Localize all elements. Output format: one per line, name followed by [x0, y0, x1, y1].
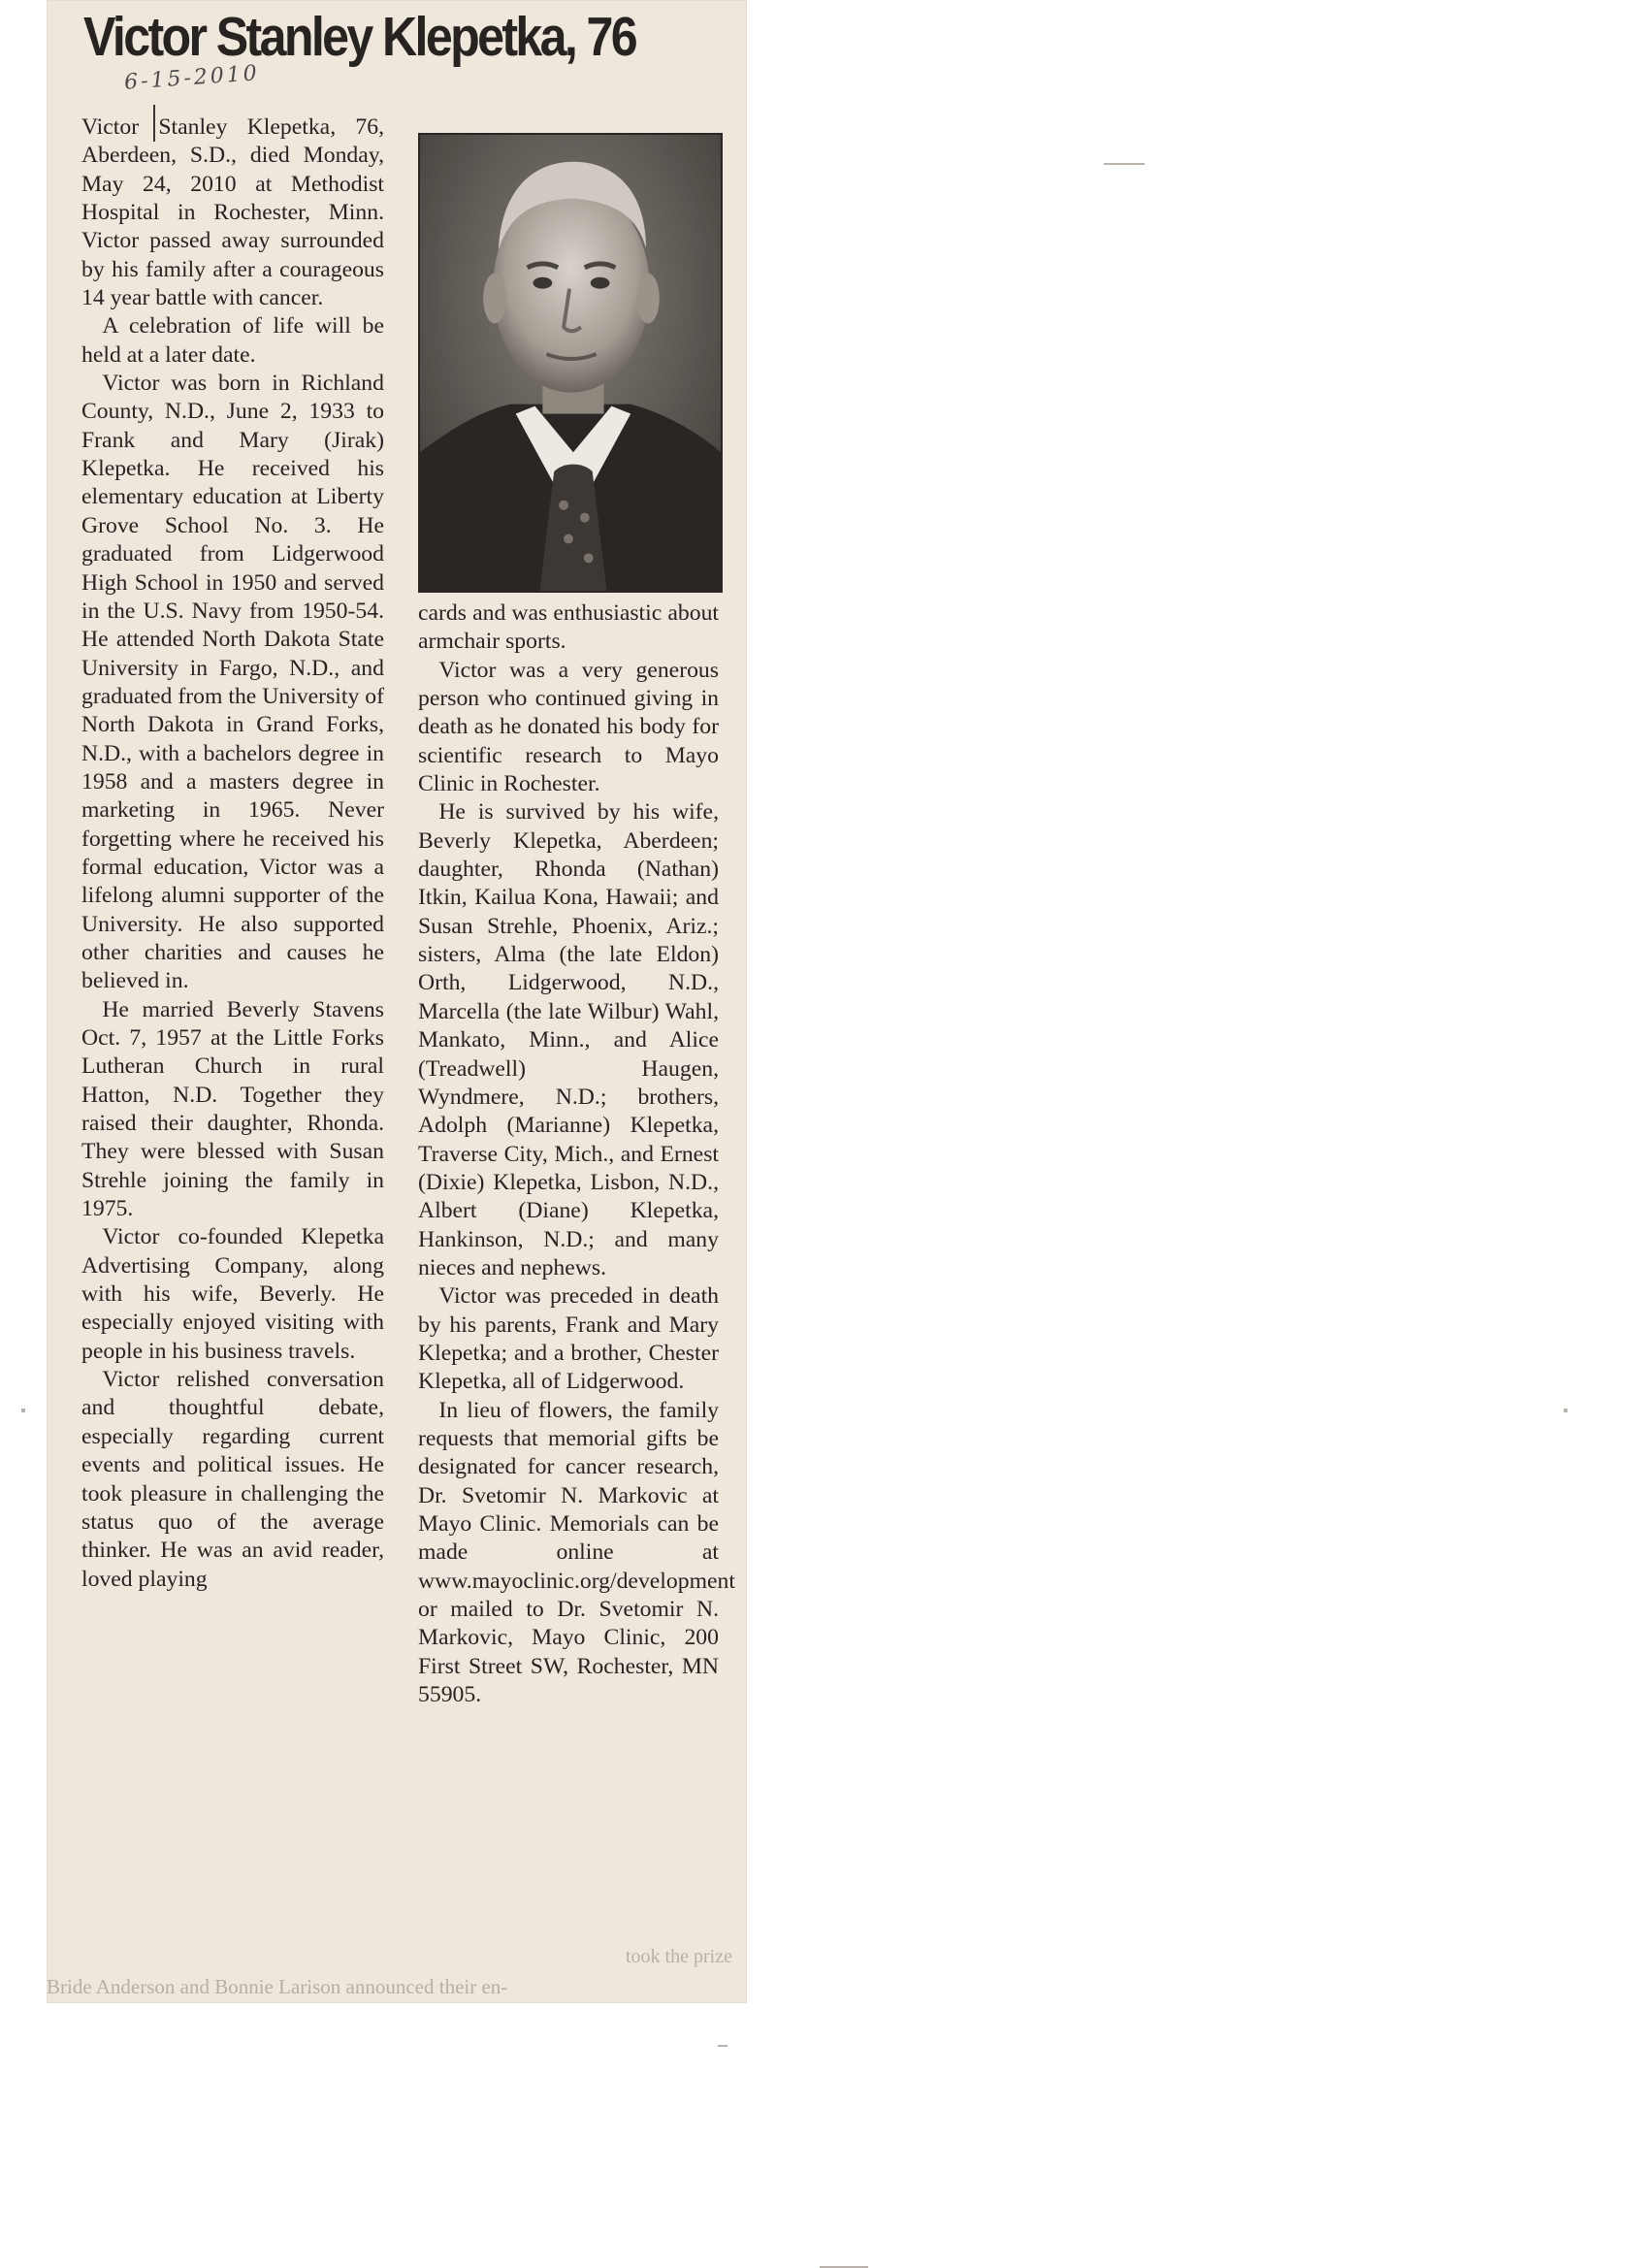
paragraph-death-notice: Victor Stanley Klepetka, 76, Aberdeen, S.D., died Monday, May 24, 2010 at Methodist Hospital in Rochester, Minn. Victor passed away surrounded by his family after a courageous 14 year battle with cancer.: [81, 114, 384, 311]
paragraph-celebration: A celebration of life will be held at a later date.: [81, 313, 384, 368]
paragraph-continued-interests: cards and was enthusiastic about armchair sports.: [418, 600, 719, 655]
scan-speck: [21, 1409, 25, 1412]
obituary-headline: Victor Stanley Klepetka, 76: [83, 6, 636, 68]
paragraph-marriage: He married Beverly Stavens Oct. 7, 1957 at the Little Forks Lutheran Church in rural Hatton, N.D. Together they raised their daughter, Rhonda. They were blessed with Susan Strehle joining the family in 1975.: [81, 996, 384, 1222]
paragraph-memorials: In lieu of flowers, the family requests that memorial gifts be designated for cancer research, Dr. Svetomir N. Markovic at Mayo Clinic. Memorials can be made online at www.mayoclinic.org/development or mailed to Dr. Svetomir N. Markovic, Mayo Clinic, 200 First Street SW, Rochester, MN 55905.: [418, 1397, 735, 1708]
scan-speck: [1564, 1409, 1568, 1412]
portrait-photo: [418, 133, 723, 593]
bleed-through-text: took the prize: [626, 1946, 732, 1967]
paragraph-generosity: Victor was a very generous person who continued giving in death as he donated his body for scientific research to Mayo Clinic in Rochester.: [418, 657, 719, 797]
left-column: [81, 113, 384, 1594]
scan-speck: [1104, 163, 1145, 165]
handwritten-date: 6-15-2010: [123, 61, 261, 95]
paragraph-interests: Victor relished conversation and thoughtful debate, especially regarding current events and political issues. He took pleasure in challenging the status quo of the average thinker. He was an avid reader, loved playing: [81, 1367, 384, 1592]
paragraph-survivors: He is survived by his wife, Beverly Klepetka, Aberdeen; daughter, Rhonda (Nathan) Itkin, Kailua Kona, Hawaii; and Susan Strehle, Phoenix, Ariz.; sisters, Alma (the late Eldon) Orth, Lidgerwood, N.D., Marcella (the late Wilbur) Wahl, Mankato, Minn., and Alice (Treadwell) Haugen, Wyndmere, N.D.; brothers, Adolph (Marianne) Klepetka, Traverse City, Mich., and Ernest (Dixie) Klepetka, Lisbon, N.D., Albert (Diane) Klepetka, Hankinson, N.D.; and many nieces and nephews.: [418, 799, 719, 1280]
bleed-through-text: Bride Anderson and Bonnie Larison announced their en-: [47, 1975, 508, 1998]
right-column: [418, 599, 735, 1709]
paragraph-preceded: Victor was preceded in death by his parents, Frank and Mary Klepetka; and a brother, Chester Klepetka, all of Lidgerwood.: [418, 1283, 719, 1395]
paragraph-early-life: Victor was born in Richland County, N.D., June 2, 1933 to Frank and Mary (Jirak) Klepetka. He received his elementary education at Liberty Grove School No. 3. He graduated from Lidgerwood High School in 1950 and served in the U.S. Navy from 1950-54. He attended North Dakota State University in Fargo, N.D., and graduated from the University of North Dakota in Grand Forks, N.D., with a bachelors degree in 1958 and a masters degree in marketing in 1965. Never forgetting where he received his formal education, Victor was a lifelong alumni supporter of the University. He also supported other charities and causes he believed in.: [81, 371, 384, 994]
portrait-image: [420, 135, 721, 591]
scan-speck: [718, 2045, 728, 2047]
paragraph-career: Victor co-founded Klepetka Advertising Company, along with his wife, Beverly. He especially enjoyed visiting with people in his business travels.: [81, 1224, 384, 1364]
